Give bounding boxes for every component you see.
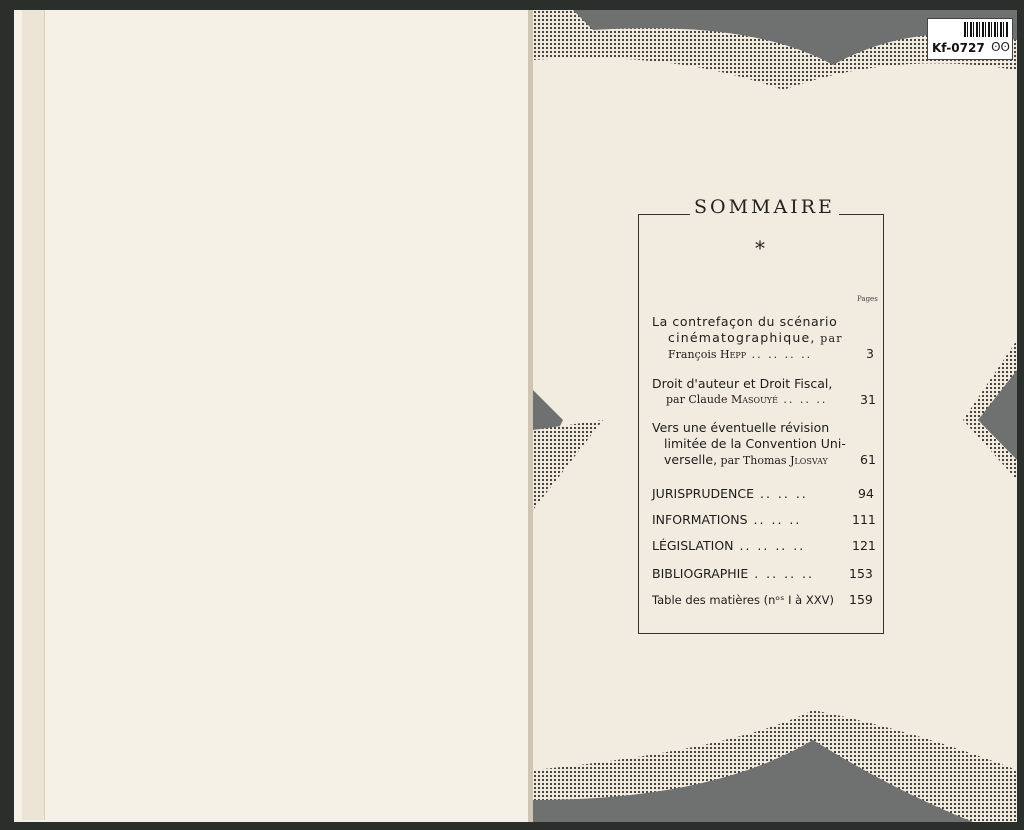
toc-section-entry: [652, 538, 874, 554]
toc-entry-line: [652, 452, 874, 469]
toc-entry-text: cinématographique,: [668, 330, 816, 345]
toc-leader-dots: .. .. ..: [747, 512, 802, 527]
toc-section-entry: [652, 566, 874, 582]
toc-leader-dots: .. .. ..: [777, 393, 828, 406]
library-barcode-label: [927, 18, 1013, 60]
toc-entry: [652, 376, 874, 408]
toc-author-last: Jlosvay: [790, 454, 828, 467]
toc-section-label: JURISPRUDENCE: [652, 486, 755, 501]
toc-section-entry: [652, 512, 874, 528]
toc-entry-author-prefix: par: [815, 332, 843, 345]
toc-leader-dots: . .. .. ..: [748, 566, 814, 581]
toc-section-label: BIBLIOGRAPHIE: [652, 566, 749, 581]
toc-page-number: 121: [852, 538, 876, 553]
toc-leader-dots: .. .. ..: [754, 486, 808, 501]
toc-section-entry: [652, 592, 852, 608]
toc-leader-dots: .. .. .. ..: [746, 348, 813, 361]
toc-entry-line: [652, 330, 874, 347]
toc-section-label: LÉGISLATION: [652, 538, 734, 553]
seal-icon: ʘʘ: [991, 40, 1010, 54]
toc-author-first: François: [668, 348, 720, 361]
toc-entry-line: Vers une éventuelle révision: [652, 420, 830, 435]
left-blank-page: [14, 10, 530, 822]
toc-page-number: 31: [860, 392, 876, 407]
toc-author-last: Masouyé: [730, 393, 778, 406]
toc-author-first: par Claude: [666, 393, 731, 406]
toc-page-number: 94: [858, 486, 874, 501]
toc-author-last: Hepp: [719, 348, 747, 361]
toc-entry-line: [652, 347, 874, 363]
toc-entry-line: La contrefaçon du scénario: [652, 314, 838, 329]
toc-page-number: 159: [849, 592, 873, 607]
toc-page-number: 111: [852, 512, 876, 527]
toc-entry: [652, 420, 874, 469]
toc-page-number: 153: [849, 566, 873, 581]
barcode-bars: [964, 22, 1008, 37]
barcode-code: Kf-0727: [932, 41, 985, 55]
toc-section-label: Table des matières (nᵒˢ I à XXV): [652, 593, 834, 607]
toc-author-first: par Thomas: [717, 454, 791, 467]
toc-leader-dots: .. .. .. ..: [733, 538, 806, 553]
asterisk-ornament: *: [755, 236, 765, 260]
toc-section-label: INFORMATIONS: [652, 512, 748, 527]
left-page-edge: [22, 10, 45, 820]
pages-label: Pages: [857, 295, 878, 303]
toc-section-entry: [652, 486, 874, 502]
toc-entry-line: [652, 392, 874, 408]
toc-entry: [652, 314, 874, 363]
toc-entry-line: limitée de la Convention Uni-: [664, 436, 846, 451]
toc-page-number: 61: [860, 452, 876, 467]
toc-entry-line: Droit d'auteur et Droit Fiscal,: [652, 376, 833, 391]
toc-entry-text: verselle,: [664, 452, 718, 467]
sommaire-title: SOMMAIRE: [690, 196, 839, 218]
toc-page-number: 3: [866, 346, 874, 361]
